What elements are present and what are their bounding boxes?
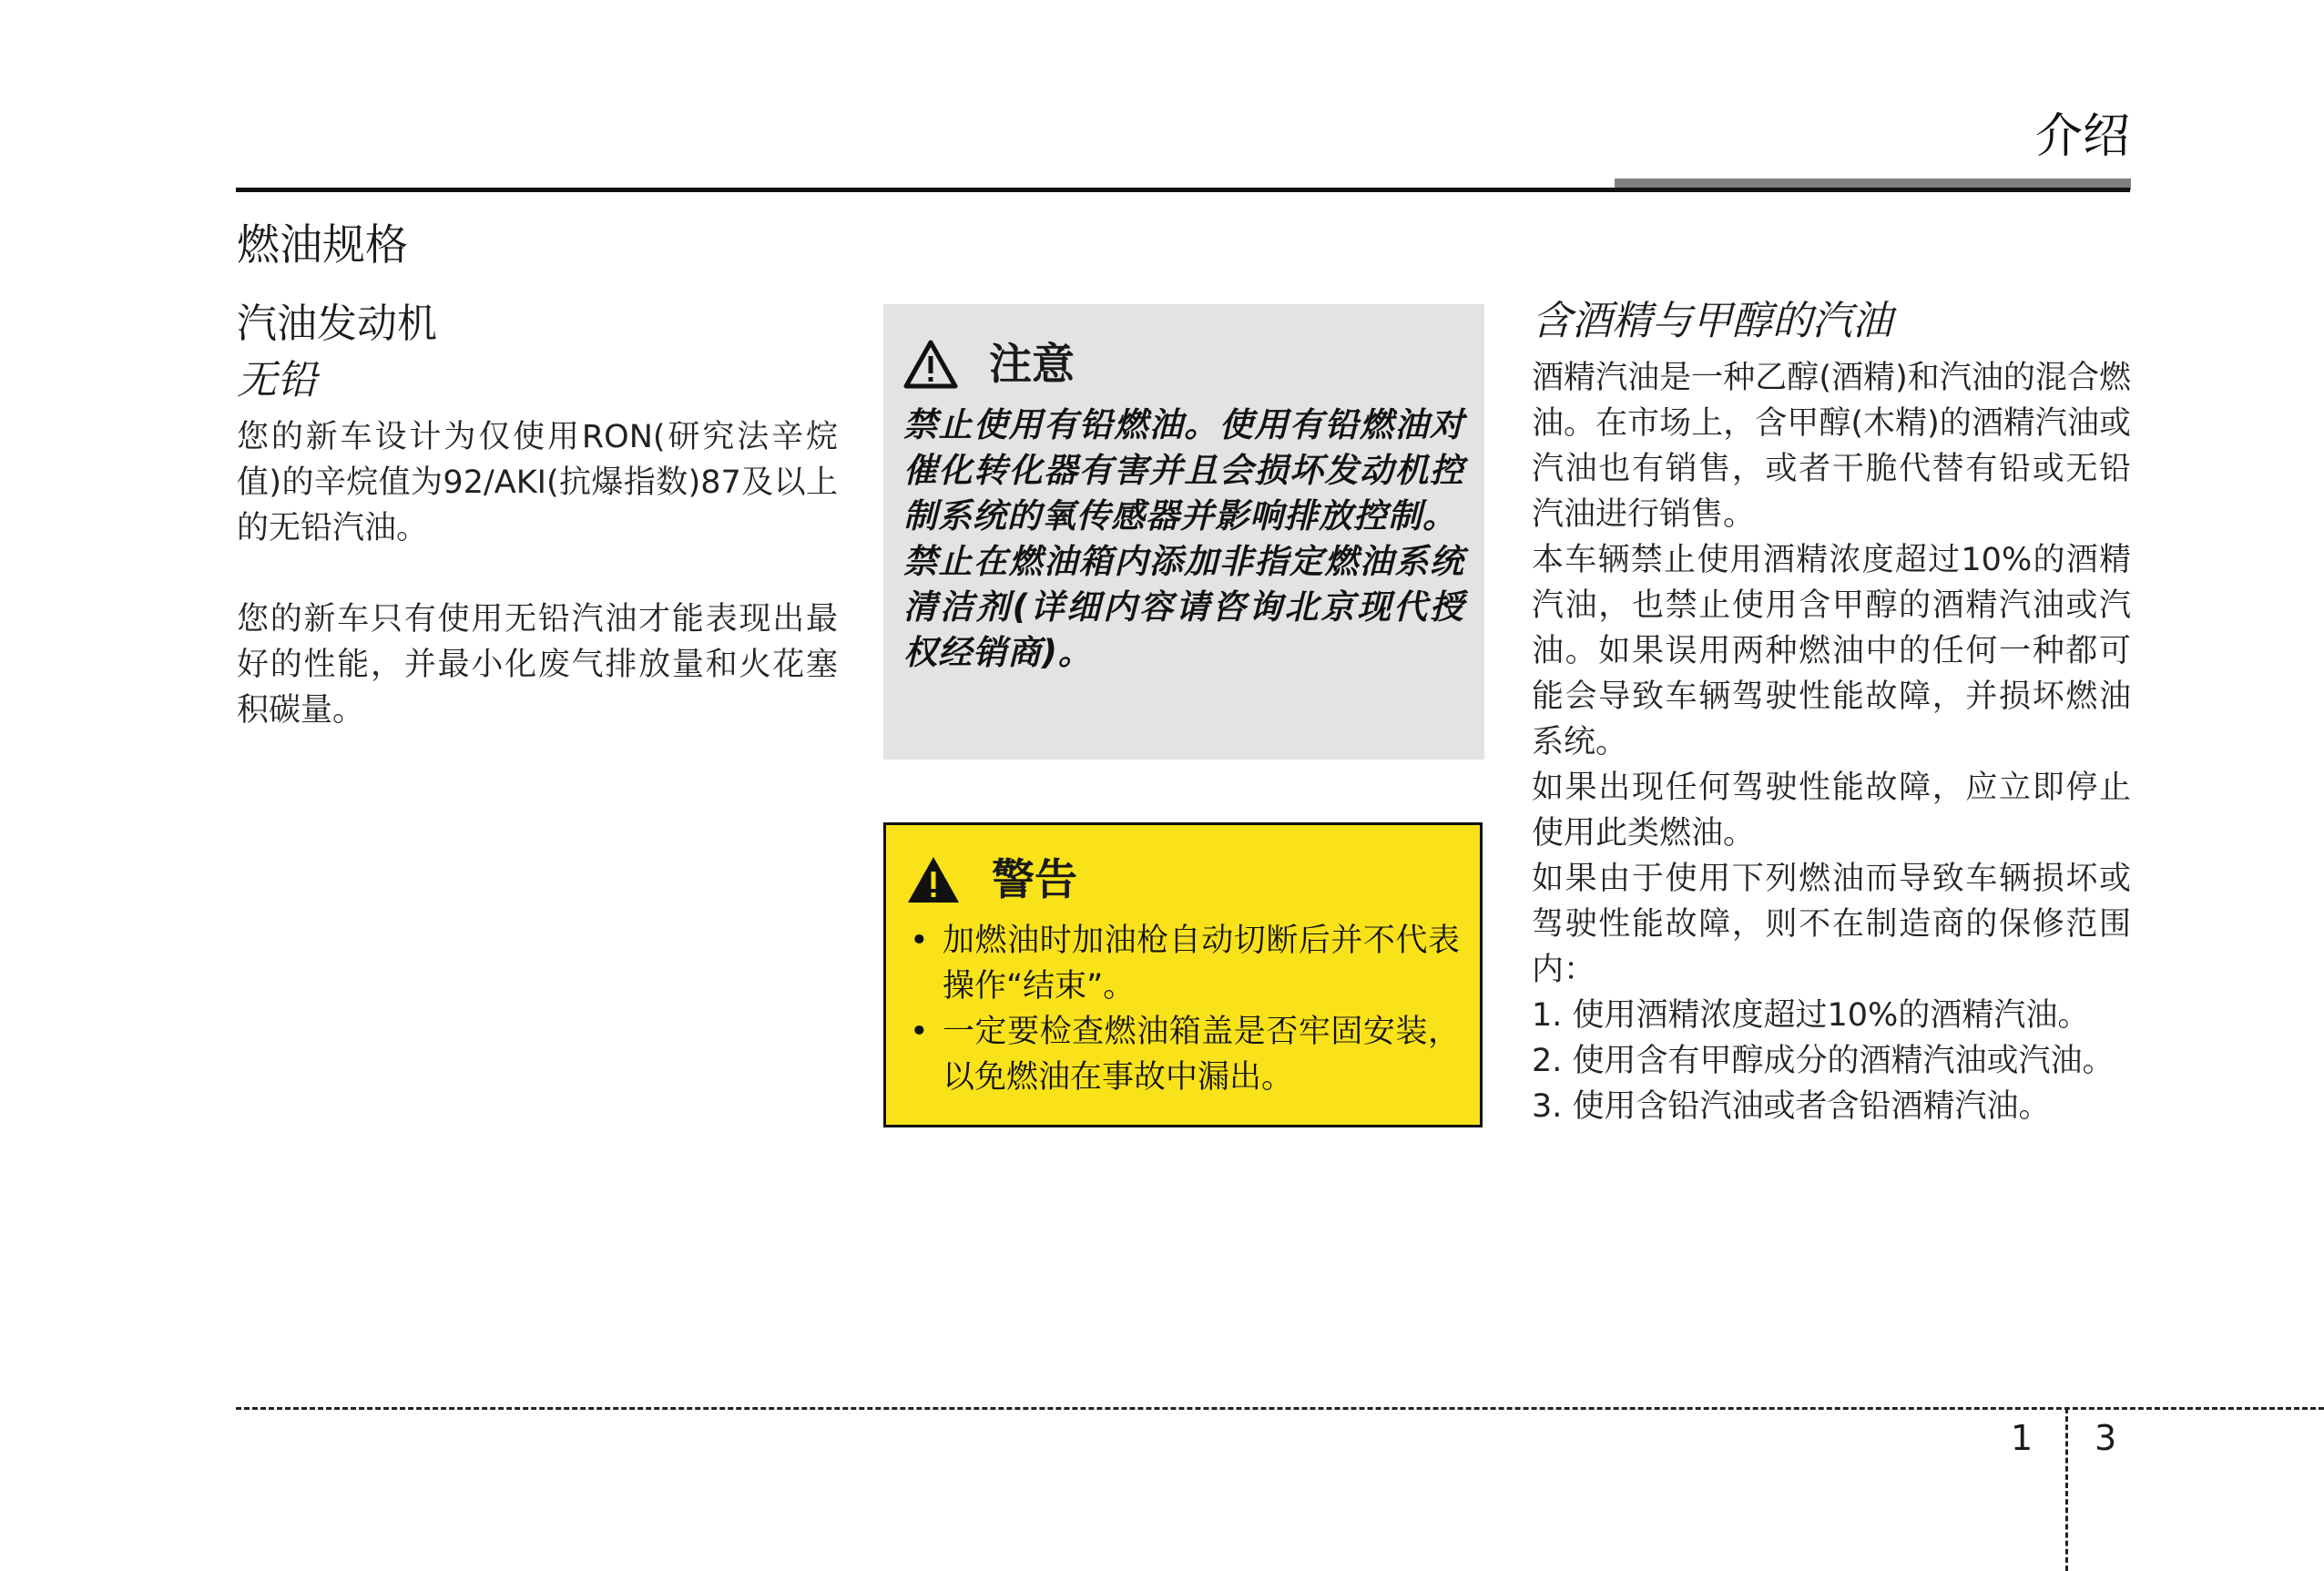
unleaded-paragraph-2: 您的新车只有使用无铅汽油才能表现出最好的性能，并最小化废气排放量和火花塞积碳量。 [237,601,838,729]
alcohol-paragraph-1: 酒精汽油是一种乙醇(酒精)和汽油的混合燃油。在市场上，含甲醇(木精)的酒精汽油或汽油也有销售，或者干脆代替有铅或无铅汽油进行销售。 [1532,360,2131,533]
gasoline-engine-heading: 汽油发动机 [237,301,437,347]
alcohol-paragraph-2: 本车辆禁止使用酒精浓度超过10%的酒精汽油，也禁止使用含甲醇的酒精汽油或汽油。如果误用两种燃油中的任何一种都可能会导致车辆驾驶性能故障，并损坏燃油系统。 [1532,542,2131,760]
unleaded-paragraph-1: 您的新车设计为仅使用RON(研究法辛烷值)的辛烷值为92/AKI(抗爆指数)87及以上的无铅汽油。 [237,419,838,546]
warning-title: 警告 [992,854,1077,905]
caution-paragraph-2: 禁止在燃油箱内添加非指定燃油系统清洁剂(详细内容请咨询北京现代授权经销商)。 [903,542,1464,672]
alcohol-methanol-body [1532,355,2131,1129]
warning-box [883,822,1483,1127]
list-item: 1. 使用酒精浓度超过10%的酒精汽油。 [1532,997,2090,1034]
caution-title: 注意 [989,339,1075,390]
warning-header [906,852,1460,907]
warning-triangle-outline-icon [903,339,958,390]
header-rule [236,188,2130,192]
caution-header [903,337,1464,392]
warning-item: • 加燃油时加油枪自动切断后并不代表操作“结束”。 [906,918,1460,1009]
warning-list [906,918,1460,1100]
alcohol-paragraph-4: 如果由于使用下列燃油而导致车辆损坏或驾驶性能故障，则不在制造商的保修范围内： [1532,861,2131,988]
page-number: 3 [2095,1418,2117,1458]
alcohol-methanol-heading: 含酒精与甲醇的汽油 [1532,298,1892,344]
warning-item: • 一定要检查燃油箱盖是否牢固安装，以免燃油在事故中漏出。 [906,1009,1460,1100]
chapter-title: 介绍 [2034,109,2130,164]
footer-dashed-rule [236,1407,2324,1410]
list-item: 2. 使用含有甲醇成分的酒精汽油或汽油。 [1532,1043,2115,1079]
section-title: 燃油规格 [237,220,408,270]
page-chapter-number: 1 [2011,1418,2034,1458]
list-item: 3. 使用含铅汽油或者含铅酒精汽油。 [1532,1088,2051,1125]
caution-box [883,304,1484,760]
footer-dashed-divider [2065,1408,2068,1571]
caution-paragraph-1: 禁止使用有铅燃油。使用有铅燃油对催化转化器有害并且会损坏发动机控制系统的氧传感器并影响排放控制。 [903,405,1464,536]
unleaded-subheading: 无铅 [237,357,317,403]
alcohol-paragraph-3: 如果出现任何驾驶性能故障，应立即停止使用此类燃油。 [1532,770,2131,852]
warning-triangle-filled-icon [906,854,961,905]
